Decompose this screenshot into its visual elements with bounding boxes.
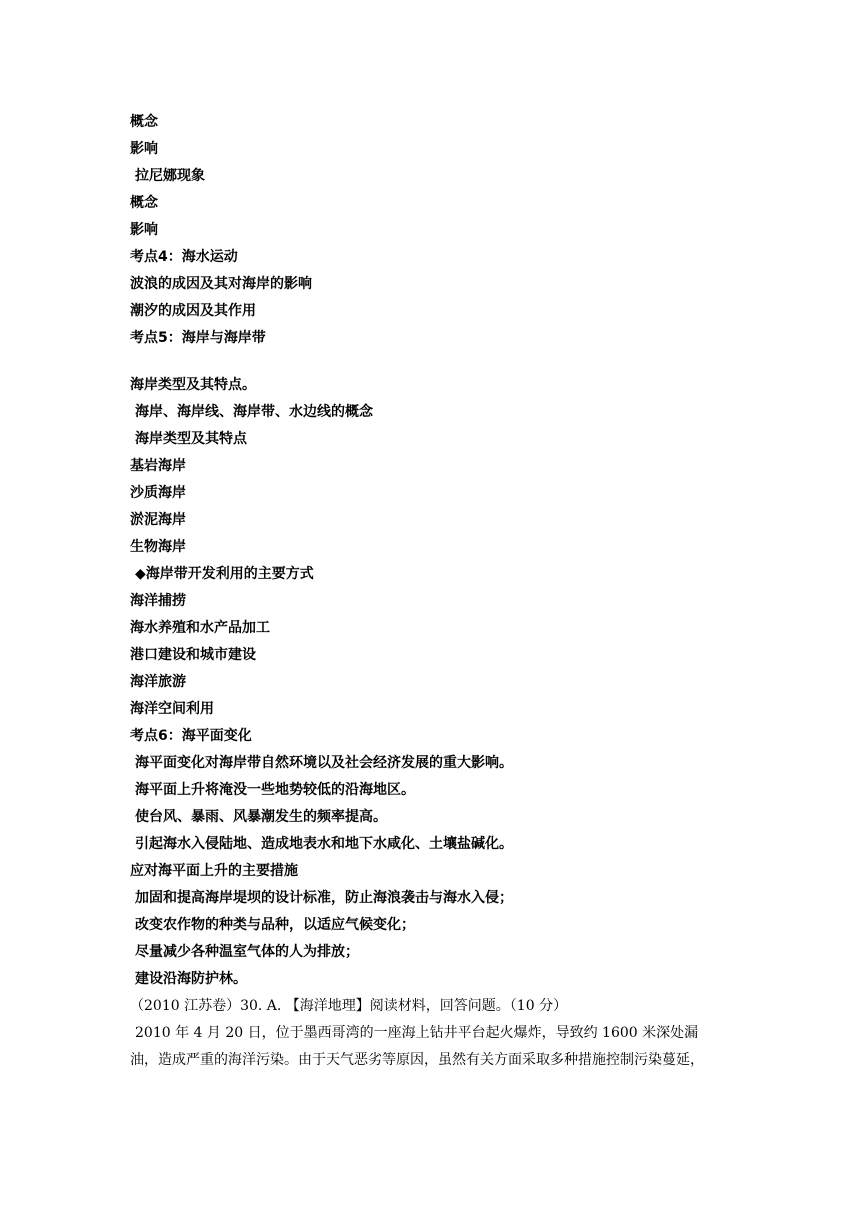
text-line-impact-2: 影响 bbox=[130, 222, 158, 238]
text-line-port-construction: 港口建设和城市建设 bbox=[130, 647, 256, 663]
text-line-bedrock-coast: 基岩海岸 bbox=[130, 458, 186, 474]
text-line-aquaculture: 海水养殖和水产品加工 bbox=[130, 620, 270, 636]
text-line-waves: 波浪的成因及其对海岸的影响 bbox=[130, 276, 312, 292]
text-line-impact-1: 影响 bbox=[130, 141, 158, 157]
section-heading-4: 考点4：海水运动 bbox=[130, 249, 238, 265]
text-line-coast-types-features: 海岸类型及其特点 bbox=[135, 431, 247, 447]
text-line-fishing: 海洋捕捞 bbox=[130, 593, 186, 609]
question-paragraph-line-2: 油，造成严重的海洋污染。由于天气恶劣等原因，虽然有关方面采取多种措施控制污染蔓延， bbox=[130, 1052, 704, 1068]
text-line-storms: 使台风、暴雨、风暴潮发生的频率提高。 bbox=[135, 809, 387, 825]
question-header: （2010 江苏卷）30. A. 【海洋地理】阅读材料，回答问题。（10 分） bbox=[130, 998, 568, 1014]
text-line-ocean-space: 海洋空间利用 bbox=[130, 701, 214, 717]
text-line-seawater-intrusion: 引起海水入侵陆地、造成地表水和地下水咸化、土壤盐碱化。 bbox=[135, 836, 513, 852]
text-line-measure-forest: 建设沿海防护林。 bbox=[135, 971, 247, 987]
text-line-concept-2: 概念 bbox=[130, 195, 158, 211]
text-line-la-nina: 拉尼娜现象 bbox=[135, 168, 205, 184]
text-line-flooding: 海平面上升将淹没一些地势较低的沿海地区。 bbox=[135, 782, 415, 798]
text-line-coast-concepts: 海岸、海岸线、海岸带、水边线的概念 bbox=[135, 404, 373, 420]
text-line-sea-level-impact: 海平面变化对海岸带自然环境以及社会经济发展的重大影响。 bbox=[135, 755, 513, 771]
text-line-tides: 潮汐的成因及其作用 bbox=[130, 303, 256, 319]
text-line-measures-heading: 应对海平面上升的主要措施 bbox=[130, 863, 298, 879]
text-line-measure-dykes: 加固和提高海岸堤坝的设计标准，防止海浪袭击与海水入侵； bbox=[135, 890, 513, 906]
text-line-measure-crops: 改变农作物的种类与品种，以适应气候变化； bbox=[135, 917, 415, 933]
text-line-ocean-tourism: 海洋旅游 bbox=[130, 674, 186, 690]
text-line-coast-types: 海岸类型及其特点。 bbox=[130, 377, 256, 393]
text-line-sandy-coast: 沙质海岸 bbox=[130, 485, 186, 501]
section-heading-6: 考点6：海平面变化 bbox=[130, 728, 252, 744]
text-line-measure-emissions: 尽量减少各种温室气体的人为排放； bbox=[135, 944, 359, 960]
text-line-biological-coast: 生物海岸 bbox=[130, 539, 186, 555]
text-line-coast-development: ◆海岸带开发利用的主要方式 bbox=[135, 566, 314, 582]
section-heading-5: 考点5：海岸与海岸带 bbox=[130, 330, 266, 346]
text-line-concept-1: 概念 bbox=[130, 114, 158, 130]
question-paragraph-line-1: 2010 年 4 月 20 日，位于墨西哥湾的一座海上钻井平台起火爆炸，导致约 1600 米深处漏 bbox=[135, 1025, 699, 1041]
text-line-muddy-coast: 淤泥海岸 bbox=[130, 512, 186, 528]
